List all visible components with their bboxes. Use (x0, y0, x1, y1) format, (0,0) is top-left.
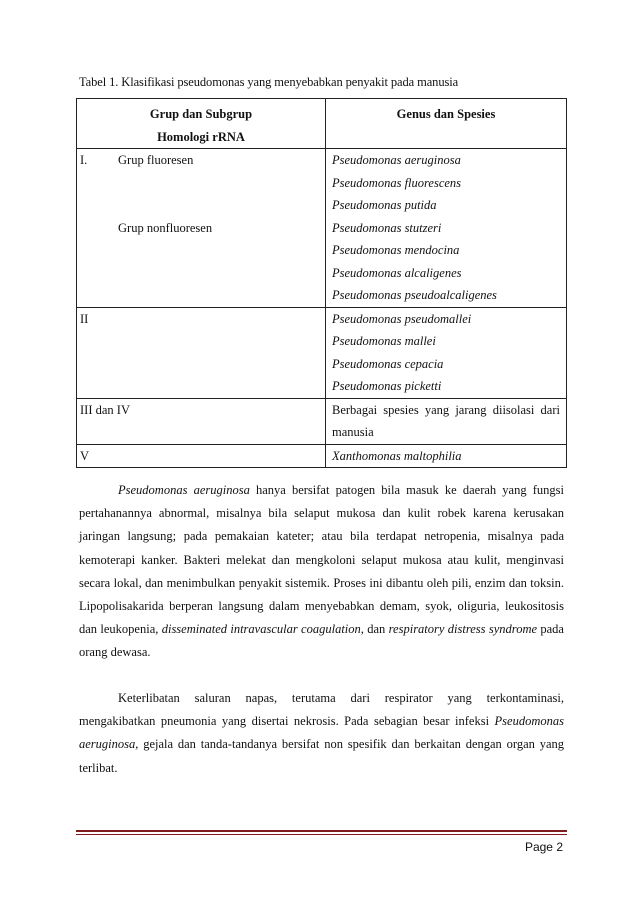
species-cell (326, 149, 567, 308)
species-cell (326, 307, 567, 398)
table-row (77, 149, 567, 308)
header-group-line1: Grup dan Subgrup (149, 107, 253, 121)
italic-term: respiratory distress syndrome (388, 622, 538, 637)
body-paragraph-1 (79, 479, 564, 665)
classification-table (76, 98, 567, 468)
species-name: Pseudomonas fluorescens (332, 175, 462, 190)
italic-term: disseminated intravascular coagulation, (161, 622, 364, 637)
species-name: Pseudomonas aeruginosa (332, 153, 461, 167)
species-name: Pseudomonas stutzeri (332, 220, 442, 235)
species-name: Pseudomonas pseudoalcaligenes (332, 288, 497, 302)
table-row (77, 307, 567, 398)
header-group (77, 99, 326, 149)
paragraph-first-line: Keterlibatan saluran napas, terutama dari respirator yang terkontaminasi, (118, 691, 564, 705)
group-number: V (77, 444, 326, 468)
species-cell (326, 444, 567, 468)
paragraph-text: gejala dan tanda-tandanya bersifat non spesifik dan berkaitan dengan organ yang terlibat. (79, 737, 564, 775)
species-name: Xanthomonas maltophilia (332, 448, 462, 463)
group-number: I. (80, 153, 88, 167)
table-caption: Tabel 1. Klasifikasi pseudomonas yang menyebabkan penyakit pada manusia (79, 75, 459, 89)
species-cell (326, 398, 567, 444)
table-header-row (77, 99, 567, 149)
table-row (77, 398, 567, 444)
species-description: Berbagai spesies yang jarang diisolasi dari manusia (332, 402, 560, 439)
group-number: II (77, 307, 326, 398)
species-name: Pseudomonas alcaligenes (332, 265, 462, 280)
group-cell (77, 149, 326, 308)
species-name: Pseudomonas mendocina (332, 243, 460, 257)
species-name: Pseudomonas mallei (332, 334, 436, 348)
paragraph-text: hanya bersifat patogen bila masuk ke daerah yang fungsi pertahanannya abnormal, misalnya bila selaput mukosa dan kulit robek karena kerusakan jaringan langsung; pada pemakaian kateter; atau bila terdapat netropenia, misalnya pada kemoterapi kanker. Bakteri melekat dan mengkoloni selaput mukosa atau kulit, menginvasi secara lokal, dan menimbulkan penyakit sistemik. Proses ini dibantu oleh pili, enzim dan toksin. Lipopolisakarida berperan langsung dalam menyebabkan demam, syok, oliguria, leukositosis dan leukopenia, (79, 483, 564, 637)
header-group-line2: Homologi rRNA (157, 129, 245, 144)
subgroup-label: Grup fluoresen (118, 153, 194, 167)
subgroup-label: Grup nonfluoresen (118, 220, 213, 235)
species-name: Pseudomonas putida (332, 198, 437, 212)
italic-term: Pseudomonas aeruginosa, (79, 714, 564, 752)
paragraph-text: mengakibatkan pneumonia yang disertai nekrosis. Pada sebagian besar infeksi (79, 714, 495, 729)
footer-rule (76, 830, 567, 832)
group-number: III dan IV (77, 398, 326, 444)
body-paragraph-2 (79, 687, 564, 780)
species-name: Pseudomonas picketti (332, 379, 442, 393)
table-row (77, 444, 567, 468)
italic-term: Pseudomonas aeruginosa (118, 483, 250, 497)
page-number: Page 2 (524, 840, 563, 854)
footer-rule (76, 834, 567, 835)
species-name: Pseudomonas cepacia (332, 356, 444, 371)
species-name: Pseudomonas pseudomallei (332, 311, 472, 326)
paragraph-text: dan (363, 622, 389, 637)
paragraph-text: pada orang dewasa. (79, 622, 564, 660)
header-species: Genus dan Spesies (326, 99, 567, 149)
